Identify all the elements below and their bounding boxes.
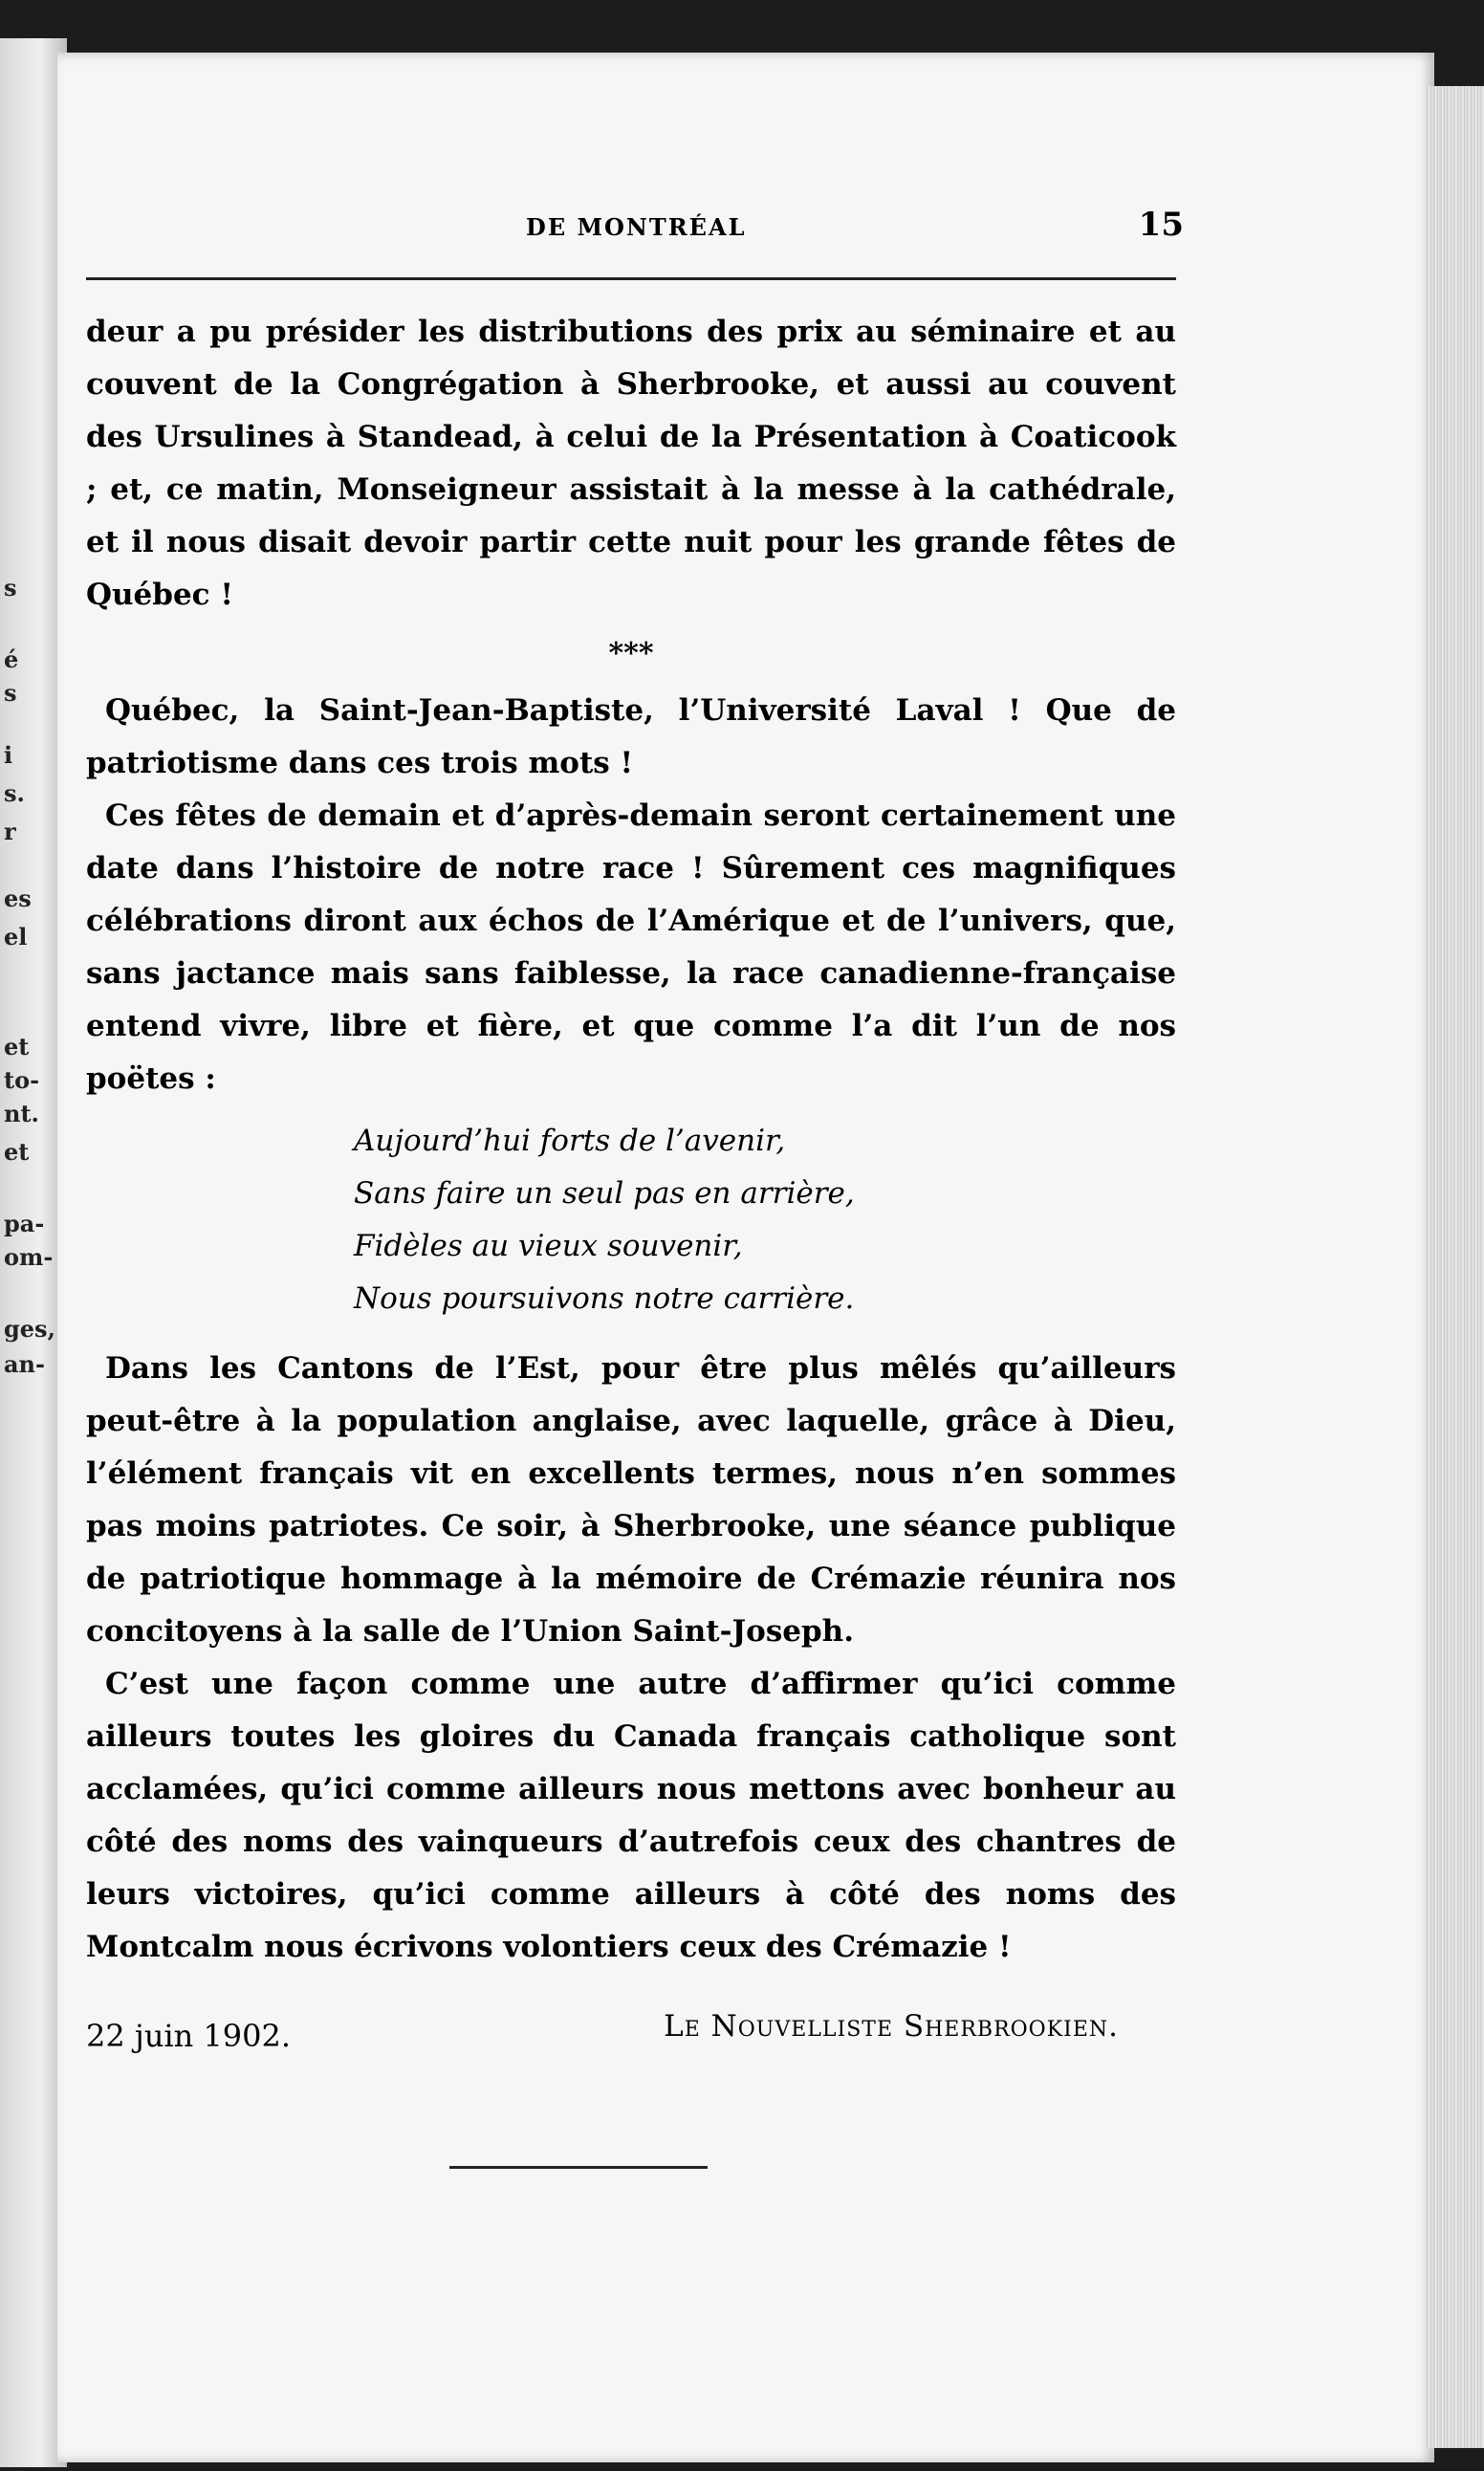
dateline: 22 juin 1902. bbox=[86, 2018, 292, 2054]
facing-page-fragment: s. bbox=[4, 779, 25, 807]
facing-page-fragment: i bbox=[4, 741, 13, 769]
facing-page-fragment: ges, bbox=[4, 1315, 55, 1343]
signature: Le Nouvelliste Sherbrookien. bbox=[664, 2009, 1119, 2044]
facing-page-fragment: s bbox=[4, 574, 17, 601]
closing-row bbox=[86, 2001, 1176, 2058]
facing-page-fragment: to- bbox=[4, 1066, 40, 1094]
page-header bbox=[86, 206, 1184, 263]
poem-line: Aujourd’hui forts de l’avenir, bbox=[354, 1124, 786, 1158]
facing-page-fragment: s bbox=[4, 679, 17, 707]
facing-page-fragment: an- bbox=[4, 1350, 45, 1378]
paragraph-3: Ces fêtes de demain et d’après-demain seront certainement une date dans l’histoire de notre race ! Sûrement ces magnifiques célébrations diront aux échos de l’Amérique et de l’univers, que, sans jactance mais sans faiblesse, la race canadienne-française entend vivre, libre et fière, et que comme l’a dit l’un de nos poëtes : bbox=[86, 798, 1176, 1096]
poem-line: Sans faire un seul pas en arrière, bbox=[354, 1176, 855, 1211]
poem-line: Fidèles au vieux souvenir, bbox=[354, 1229, 743, 1263]
header-rule bbox=[86, 277, 1176, 280]
facing-page-fragment: om- bbox=[4, 1243, 54, 1271]
facing-page-fragment: es bbox=[4, 885, 32, 912]
facing-page-fragment: pa- bbox=[4, 1210, 45, 1237]
page-stack-edges bbox=[1425, 86, 1484, 2448]
facing-page-fragment: et bbox=[4, 1138, 30, 1166]
paragraph-5: C’est une façon comme une autre d’affirmer qu’ici comme ailleurs toutes les gloires du Canada français catholique sont acclamées, qu’ici comme ailleurs nous mettons avec bonheur au côté des noms des vainqueurs d’autrefois ceux des chantres de leurs victoires, qu’ici comme ailleurs à côté des noms des Montcalm nous écrivons volontiers ceux des Crémazie ! bbox=[86, 1667, 1176, 1964]
poem-quote bbox=[354, 1115, 1176, 1325]
facing-page-fragment: el bbox=[4, 923, 28, 951]
facing-page-fragment: et bbox=[4, 1033, 30, 1061]
running-head: DE MONTRÉAL bbox=[526, 213, 747, 241]
page-number: 15 bbox=[1138, 206, 1184, 244]
paragraph-1: deur a pu présider les distributions des prix au séminaire et au couvent de la Congrégation à Sherbrooke, et aussi au couvent des Ursulines à Standead, à celui de la Présentation à Coaticook ; et, ce matin, Monseigneur assistait à la messe à la cathédrale, et il nous disait devoir partir cette nuit pour les grande fêtes de Québec ! bbox=[86, 315, 1176, 612]
article-body bbox=[86, 306, 1176, 2058]
poem-line: Nous poursuivons notre carrière. bbox=[354, 1281, 855, 1316]
facing-page-fragment: r bbox=[4, 818, 16, 845]
paragraph-2: Québec, la Saint-Jean-Baptiste, l’Université Laval ! Que de patriotisme dans ces trois mots ! bbox=[86, 693, 1176, 780]
closing-rule bbox=[449, 2166, 708, 2169]
facing-page-fragment: nt. bbox=[4, 1100, 39, 1127]
section-break-asterism: *** bbox=[608, 637, 654, 670]
paragraph-4: Dans les Cantons de l’Est, pour être plus mêlés qu’ailleurs peut-être à la population anglaise, avec laquelle, grâce à Dieu, l’élément français vit en excellents termes, nous n’en sommes pas moins patriotes. Ce soir, à Sherbrooke, une séance publique de patriotique hommage à la mémoire de Crémazie réunira nos concitoyens à la salle de l’Union Saint-Joseph. bbox=[86, 1351, 1176, 1649]
facing-page-fragment: é bbox=[4, 645, 19, 673]
